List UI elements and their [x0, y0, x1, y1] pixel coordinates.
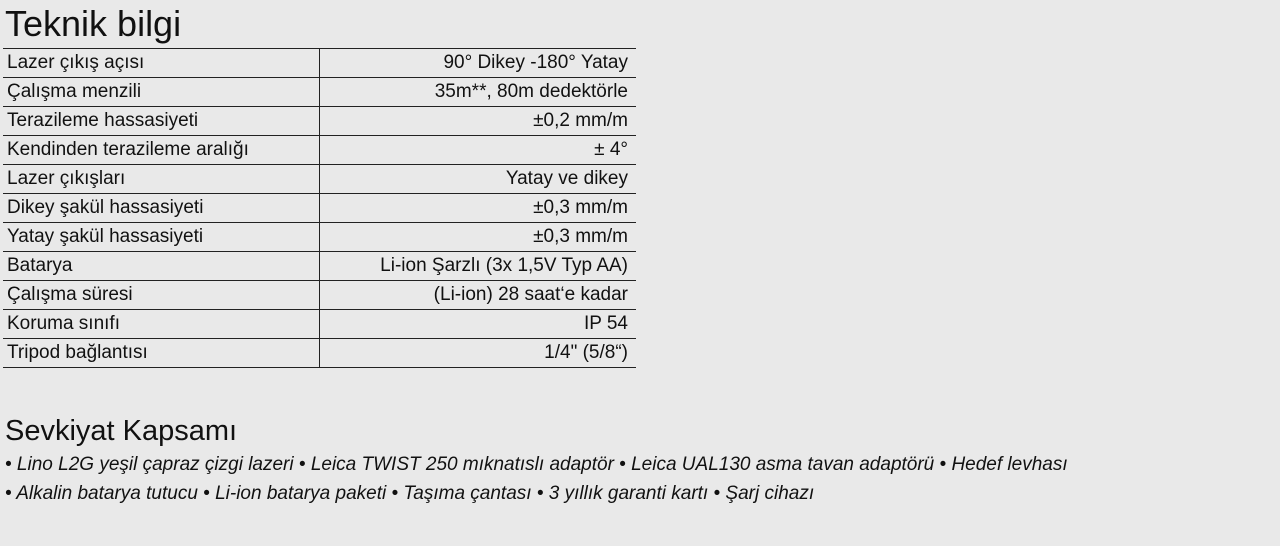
spec-label: Çalışma menzili — [3, 78, 320, 107]
table-row — [3, 194, 636, 223]
spec-label: Koruma sınıfı — [3, 310, 320, 339]
technical-info-title: Teknik bilgi — [5, 3, 182, 44]
delivery-scope-line: • Alkalin batarya tutucu • Li-ion batarya paketi • Taşıma çantası • 3 yıllık garanti kartı • Şarj cihazı — [5, 483, 815, 504]
spec-value: ±0,2 mm/m — [320, 107, 637, 136]
spec-label: Çalışma süresi — [3, 281, 320, 310]
spec-table — [3, 48, 636, 368]
table-row — [3, 165, 636, 194]
spec-label: Terazileme hassasiyeti — [3, 107, 320, 136]
table-row — [3, 223, 636, 252]
spec-value: Yatay ve dikey — [320, 165, 637, 194]
table-row — [3, 136, 636, 165]
table-row — [3, 339, 636, 368]
spec-value: 1/4" (5/8“) — [320, 339, 637, 368]
table-row — [3, 78, 636, 107]
spec-label: Tripod bağlantısı — [3, 339, 320, 368]
spec-value: 90° Dikey -180° Yatay — [320, 49, 637, 78]
table-row — [3, 107, 636, 136]
spec-label: Lazer çıkışları — [3, 165, 320, 194]
spec-value: ±0,3 mm/m — [320, 194, 637, 223]
spec-label: Kendinden terazileme aralığı — [3, 136, 320, 165]
spec-value: ± 4° — [320, 136, 637, 165]
spec-label: Lazer çıkış açısı — [3, 49, 320, 78]
spec-value: 35m**, 80m dedektörle — [320, 78, 637, 107]
spec-label: Dikey şakül hassasiyeti — [3, 194, 320, 223]
delivery-scope-line: • Lino L2G yeşil çapraz çizgi lazeri • Leica TWIST 250 mıknatıslı adaptör • Leica UAL130 asma tavan adaptörü • Hedef levhası — [5, 454, 1068, 475]
delivery-scope-title: Sevkiyat Kapsamı — [5, 415, 238, 447]
table-row — [3, 310, 636, 339]
spec-value: ±0,3 mm/m — [320, 223, 637, 252]
table-row — [3, 49, 636, 78]
spec-value: Li-ion Şarzlı (3x 1,5V Typ AA) — [320, 252, 637, 281]
spec-value: IP 54 — [320, 310, 637, 339]
spec-label: Batarya — [3, 252, 320, 281]
table-row — [3, 252, 636, 281]
table-row — [3, 281, 636, 310]
spec-value: (Li-ion) 28 saat‘e kadar — [320, 281, 637, 310]
spec-label: Yatay şakül hassasiyeti — [3, 223, 320, 252]
